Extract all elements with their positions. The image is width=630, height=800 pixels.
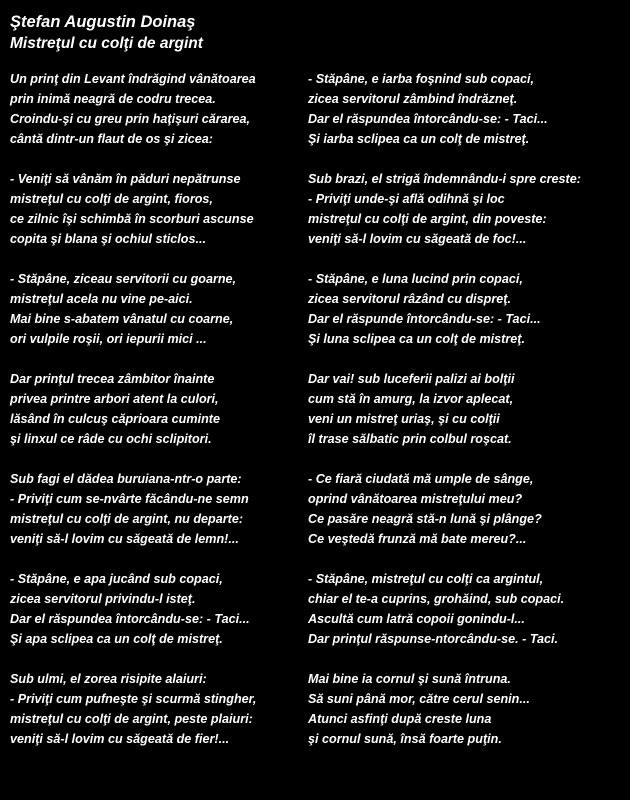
verse-line: - Priviţi cum se-nvârte făcându-ne semn xyxy=(10,492,249,506)
stanza xyxy=(308,269,623,349)
verse-line: zicea servitorul râzând cu dispreţ. xyxy=(308,292,511,306)
verse-line: - Stăpâne, e iarba foşnind sub copaci, xyxy=(308,72,535,86)
stanza xyxy=(10,269,310,349)
verse-line: mistreţul acela nu vine pe-aici. xyxy=(10,292,193,306)
poem-title: Mistreţul cu colţi de argint xyxy=(10,35,203,52)
verse-line: - Veniţi să vânăm în păduri nepătrunse xyxy=(10,172,241,186)
stanza xyxy=(308,69,623,149)
verse-line: Ce veştedă frunză mă bate mereu?... xyxy=(308,532,527,546)
verse-line: prin inimă neagră de codru trecea. xyxy=(10,92,216,106)
verse-line: veniţi să-l lovim cu săgeată de foc!... xyxy=(308,232,527,246)
verse-line: veniţi să-l lovim cu săgeată de lemn!... xyxy=(10,532,239,546)
verse-line: Şi iarba sclipea ca un colţ de mistreţ. xyxy=(308,132,530,146)
stanza xyxy=(10,69,310,149)
stanza xyxy=(308,169,623,249)
verse-line: mistreţul cu colţi de argint, fioros, xyxy=(10,192,213,206)
stanza xyxy=(10,369,310,449)
verse-line: privea printre arbori atent la culori, xyxy=(10,392,219,406)
verse-line: - Priviţi cum pufneşte şi scurmă stingher, xyxy=(10,692,257,706)
verse-line: Ce pasăre neagră stă-n lună şi plânge? xyxy=(308,512,542,526)
verse-line: şi cornul sună, însă foarte puţin. xyxy=(308,732,502,746)
verse-line: Sub brazi, el strigă îndemnându-i spre creste: xyxy=(308,172,581,186)
verse-line: îl trase sălbatic prin colbul roşcat. xyxy=(308,432,512,446)
verse-line: zicea servitorul privindu-l isteţ. xyxy=(10,592,196,606)
poem-author: Ştefan Augustin Doinaş xyxy=(10,13,196,31)
verse-line: Sub ulmi, el zorea risipite alaiuri: xyxy=(10,672,207,686)
verse-line: mistreţul cu colţi de argint, din poveste: xyxy=(308,212,547,226)
poem-right-column xyxy=(308,69,623,769)
stanza xyxy=(10,469,310,549)
verse-line: - Priviţi unde-şi află odihnă şi loc xyxy=(308,192,505,206)
verse-line: cum stă în amurg, la izvor aplecat, xyxy=(308,392,514,406)
verse-line: Mai bine s-abatem vânatul cu coarne, xyxy=(10,312,234,326)
verse-line: Sub fagi el dădea buruiana-ntr-o parte: xyxy=(10,472,242,486)
stanza xyxy=(308,369,623,449)
verse-line: Dar prinţul răspunse-ntorcându-se. - Taci. xyxy=(308,632,559,646)
verse-line: şi linxul ce râde cu ochi sclipitori. xyxy=(10,432,212,446)
verse-line: veni un mistreţ uriaş, şi cu colţii xyxy=(308,412,500,426)
verse-line: - Ce fiară ciudată mă umple de sânge, xyxy=(308,472,534,486)
verse-line: zicea servitorul zâmbind îndrăzneţ. xyxy=(308,92,518,106)
verse-line: Şi luna sclipea ca un colţ de mistreţ. xyxy=(308,332,525,346)
verse-line: - Stăpâne, mistreţul cu colţi ca argintul, xyxy=(308,572,544,586)
verse-line: oprind vânătoarea mistreţului meu? xyxy=(308,492,523,506)
verse-line: Să suni până mor, către cerul senin... xyxy=(308,692,530,706)
verse-line: Atunci asfinţi după creste luna xyxy=(308,712,492,726)
verse-line: - Stăpâne, e luna lucind prin copaci, xyxy=(308,272,523,286)
stanza xyxy=(308,469,623,549)
verse-line: Dar el răspundea întorcându-se: - Taci... xyxy=(10,612,250,626)
stanza xyxy=(10,169,310,249)
verse-line: Un prinţ din Levant îndrăgind vânătoarea xyxy=(10,72,256,86)
verse-line: ce zilnic îşi schimbă în scorburi ascunse xyxy=(10,212,254,226)
verse-line: - Stăpâne, ziceau servitorii cu goarne, xyxy=(10,272,237,286)
verse-line: ori vulpile roşii, ori iepurii mici ... xyxy=(10,332,207,346)
verse-line: mistreţul cu colţi de argint, nu departe: xyxy=(10,512,244,526)
verse-line: - Stăpâne, e apa jucând sub copaci, xyxy=(10,572,223,586)
stanza xyxy=(10,669,310,749)
verse-line: Dar vai! sub luceferii palizi ai bolţii xyxy=(308,372,515,386)
verse-line: lăsând în culcuş căprioara cuminte xyxy=(10,412,220,426)
verse-line: mistreţul cu colţi de argint, peste plaiuri: xyxy=(10,712,253,726)
verse-line: Mai bine ia cornul şi sună întruna. xyxy=(308,672,511,686)
verse-line: chiar el te-a cuprins, grohăind, sub copaci. xyxy=(308,592,565,606)
verse-line: Dar prinţul trecea zâmbitor înainte xyxy=(10,372,215,386)
stanza xyxy=(308,669,623,749)
stanza xyxy=(308,569,623,649)
verse-line: Şi apa sclipea ca un colţ de mistreţ. xyxy=(10,632,223,646)
verse-line: cântă dintr-un flaut de os şi zicea: xyxy=(10,132,213,146)
verse-line: Ascultă cum latră copoii gonindu-l... xyxy=(308,612,525,626)
verse-line: Croindu-şi cu greu prin haţişuri cărarea, xyxy=(10,112,251,126)
verse-line: veniţi să-l lovim cu săgeată de fier!... xyxy=(10,732,230,746)
poem-left-column xyxy=(10,69,310,769)
verse-line: copita şi blana şi ochiul sticlos... xyxy=(10,232,206,246)
verse-line: Dar el răspunde întorcându-se: - Taci... xyxy=(308,312,541,326)
verse-line: Dar el răspundea întorcându-se: - Taci... xyxy=(308,112,548,126)
stanza xyxy=(10,569,310,649)
